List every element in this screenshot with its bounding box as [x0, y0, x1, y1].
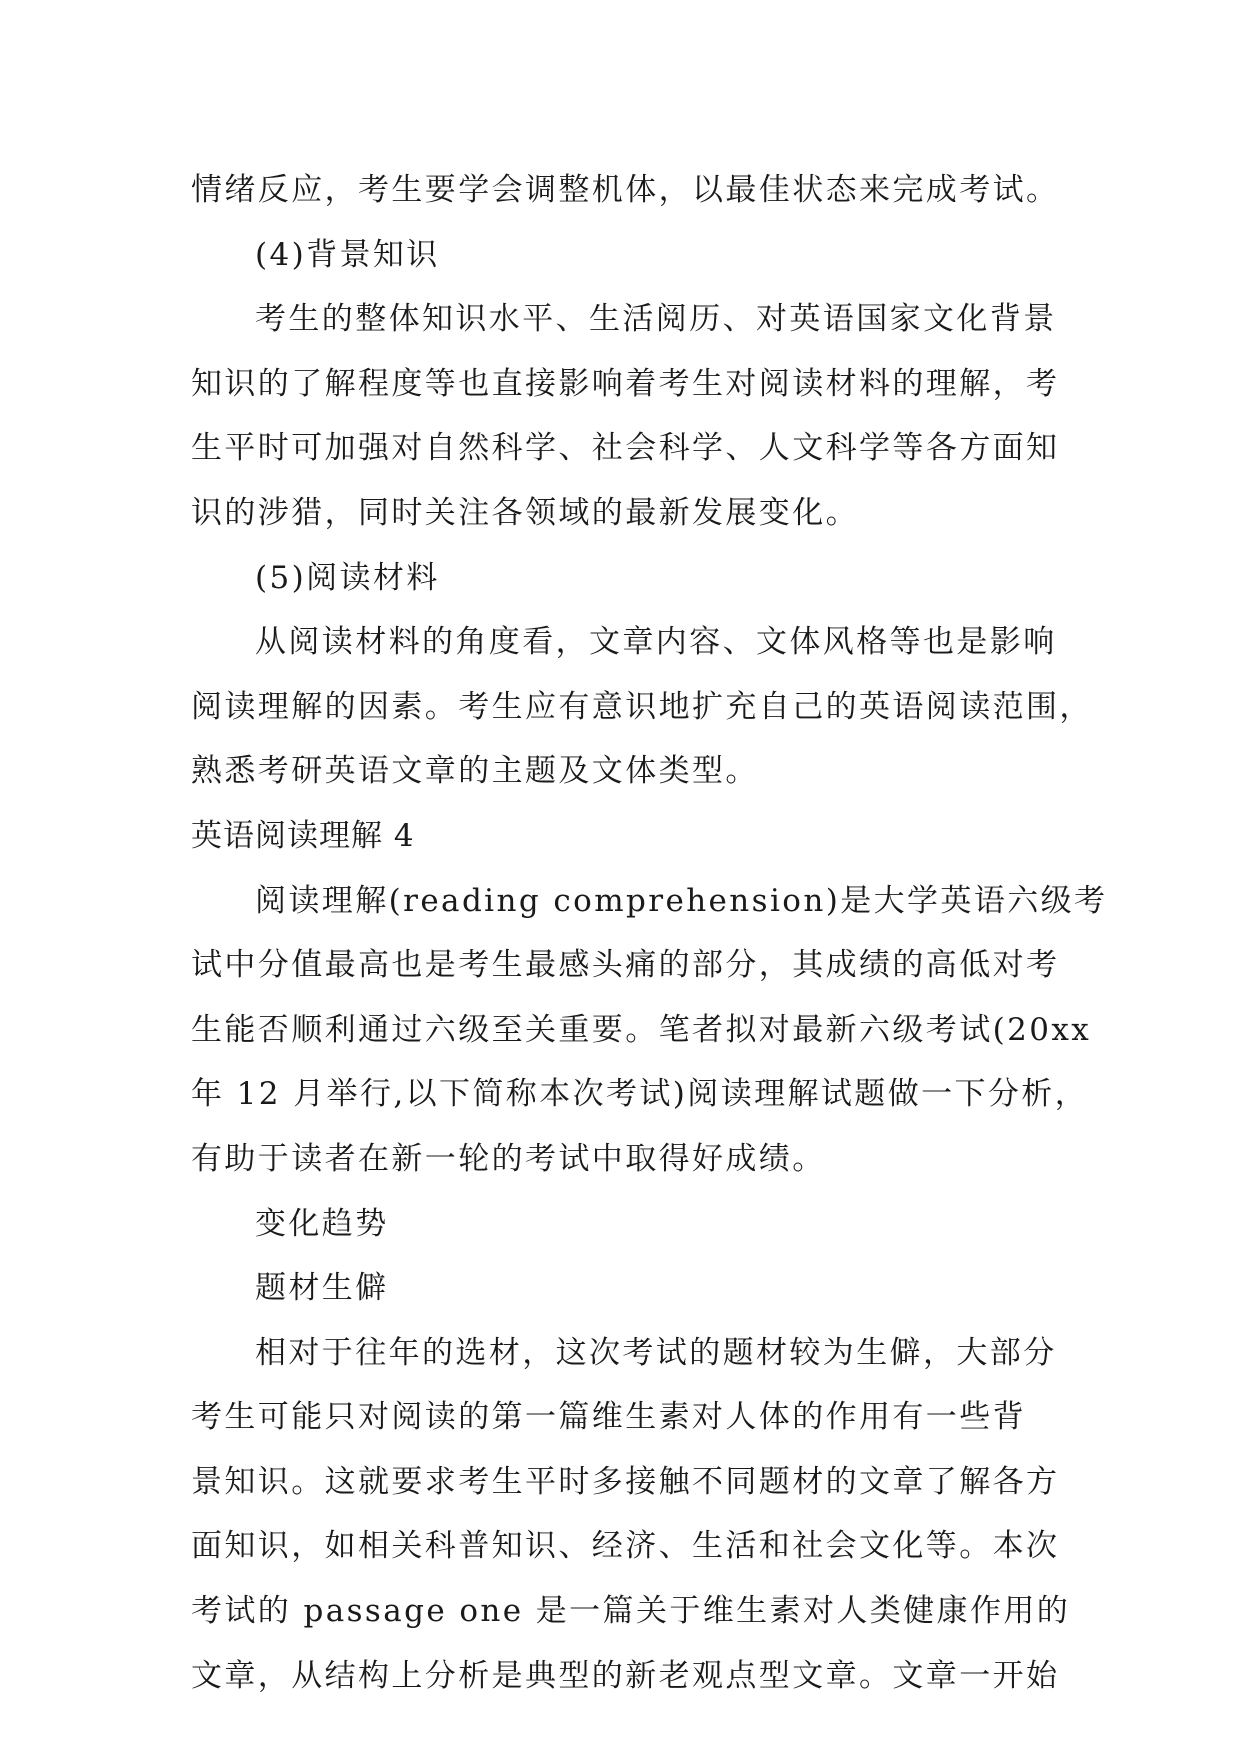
document-page: [191, 158, 1108, 1708]
text-line: 考生的整体知识水平、生活阅历、对英语国家文化背景: [255, 301, 1057, 338]
text-line: 从阅读材料的角度看，文章内容、文体风格等也是影响: [255, 624, 1057, 661]
section-heading-reading-material: (5)阅读材料: [255, 559, 440, 596]
text-line: 识的涉猎，同时关注各领域的最新发展变化。: [191, 494, 859, 531]
section-heading-background-knowledge: (4)背景知识: [255, 236, 440, 273]
text-line: 熟悉考研英语文章的主题及文体类型。: [191, 753, 759, 790]
text-line: 情绪反应，考生要学会调整机体，以最佳状态来完成考试。: [191, 172, 1060, 208]
text-line: 试中分值最高也是考生最感头痛的部分，其成绩的高低对考: [191, 947, 1060, 984]
text-line: 相对于往年的选材，这次考试的题材较为生僻，大部分: [255, 1334, 1057, 1371]
text-line: 考生可能只对阅读的第一篇维生素对人体的作用有一些背: [191, 1399, 1026, 1436]
text-line: 生平时可加强对自然科学、社会科学、人文科学等各方面知: [191, 430, 1060, 467]
section-heading-trend: 变化趋势: [255, 1205, 389, 1242]
text-line: 年 12 月举行,以下简称本次考试)阅读理解试题做一下分析，: [191, 1076, 1089, 1113]
text-line: 有助于读者在新一轮的考试中取得好成绩。: [191, 1140, 826, 1177]
article-heading: 英语阅读理解 4: [191, 817, 415, 854]
section-heading-topic: 题材生僻: [255, 1270, 389, 1307]
text-line: 考试的 passage one 是一篇关于维生素对人类健康作用的: [191, 1593, 1071, 1630]
text-line: 面知识，如相关科普知识、经济、生活和社会文化等。本次: [191, 1528, 1060, 1565]
text-line: 文章，从结构上分析是典型的新老观点型文章。文章一开始: [191, 1657, 1060, 1694]
text-line: 阅读理解的因素。考生应有意识地扩充自己的英语阅读范围，: [191, 688, 1093, 725]
text-line: 景知识。这就要求考生平时多接触不同题材的文章了解各方: [191, 1463, 1060, 1500]
text-line: 知识的了解程度等也直接影响着考生对阅读材料的理解，考: [191, 365, 1060, 402]
text-line: 阅读理解(reading comprehension)是大学英语六级考: [255, 882, 1108, 919]
text-line: 生能否顺利通过六级至关重要。笔者拟对最新六级考试(20xx: [191, 1011, 1092, 1048]
